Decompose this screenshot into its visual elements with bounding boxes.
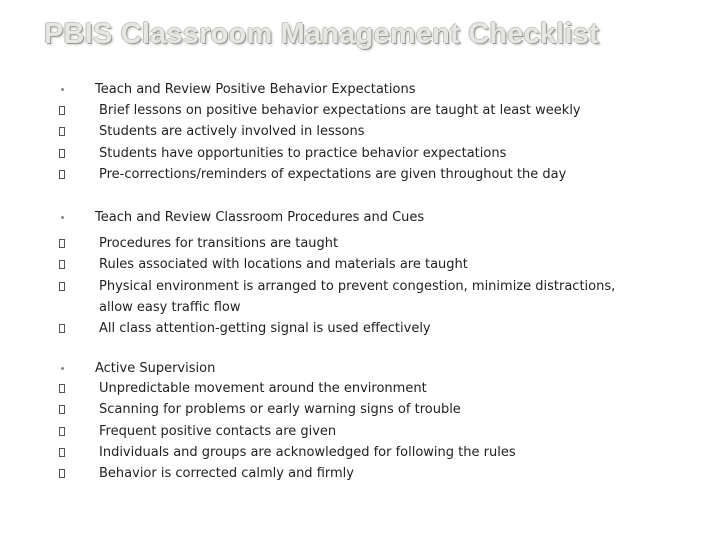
- bullet-dot-icon: [61, 88, 64, 91]
- checkbox-icon: [59, 448, 65, 457]
- section-heading-text: Teach and Review Classroom Procedures and Cues: [95, 210, 425, 225]
- checkbox-icon: [59, 170, 65, 179]
- checklist-item-text: Unpredictable movement around the environment: [99, 381, 427, 396]
- checklist-item-text: Brief lessons on positive behavior expectations are taught at least weekly: [99, 103, 581, 118]
- checklist-item-text: Procedures for transitions are taught: [99, 236, 339, 251]
- checkbox-icon: [59, 149, 65, 158]
- checkbox-icon: [59, 324, 65, 333]
- checklist-item-text: Pre-corrections/reminders of expectations are given throughout the day: [99, 167, 567, 182]
- checklist-item-text: Individuals and groups are acknowledged for following the rules: [99, 445, 516, 460]
- bullet-dot-icon: [61, 216, 64, 219]
- checklist-item-text: Students have opportunities to practice behavior expectations: [99, 146, 507, 161]
- checklist-item-text: All class attention-getting signal is used effectively: [99, 321, 431, 336]
- page-title: PBIS Classroom Management Checklist: [44, 18, 599, 50]
- checkbox-icon: [59, 427, 65, 436]
- bullet-dot-icon: [61, 367, 64, 370]
- checklist-item-text: allow easy traffic flow: [99, 300, 241, 315]
- section-heading-text: Teach and Review Positive Behavior Expectations: [95, 82, 416, 97]
- checkbox-icon: [59, 106, 65, 115]
- checkbox-icon: [59, 260, 65, 269]
- checkbox-icon: [59, 384, 65, 393]
- checkbox-icon: [59, 127, 65, 136]
- checklist-item-text: Students are actively involved in lessons: [99, 124, 365, 139]
- checkbox-icon: [59, 405, 65, 414]
- checklist-item-text: Frequent positive contacts are given: [99, 424, 337, 439]
- checkbox-icon: [59, 469, 65, 478]
- checklist-item-text: Rules associated with locations and materials are taught: [99, 257, 468, 272]
- checklist-item-text: Behavior is corrected calmly and firmly: [99, 466, 354, 481]
- section-heading-text: Active Supervision: [95, 361, 216, 376]
- checkbox-icon: [59, 239, 65, 248]
- checklist-item-text: Scanning for problems or early warning signs of trouble: [99, 402, 461, 417]
- checklist-item-text: Physical environment is arranged to prevent congestion, minimize distractions,: [99, 279, 616, 294]
- checkbox-icon: [59, 282, 65, 291]
